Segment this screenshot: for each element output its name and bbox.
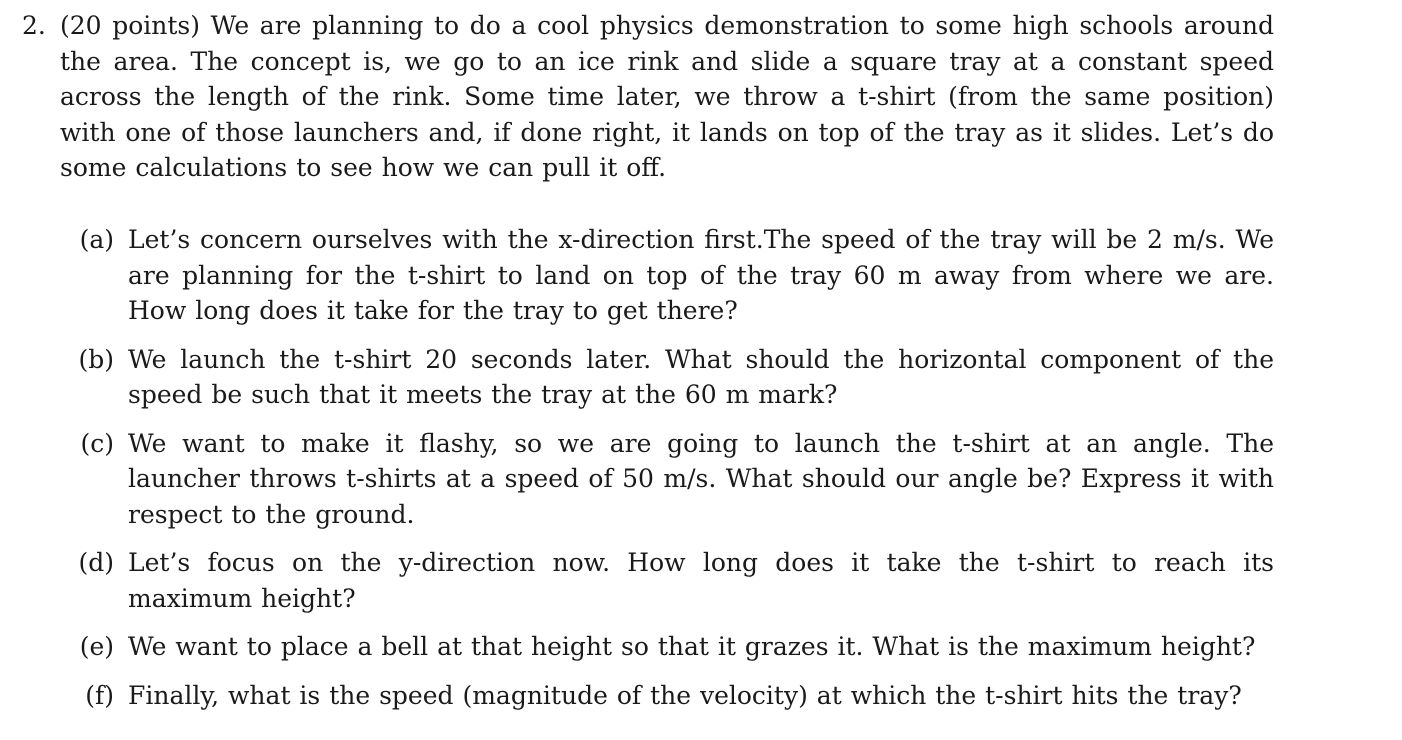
sub-question-b [22, 342, 1274, 413]
sub-question-label: (a) [79, 225, 114, 254]
sub-question-a [22, 222, 1274, 329]
sub-question-text: Let’s focus on the y-direction now. How long does it take the t-shirt to reach its maximum height? [128, 548, 1274, 613]
problem-text: (20 points) We are planning to do a cool physics demonstration to some high schools around the area. The concept is, we go to an ice rink and slide a square tray at a constant speed across the length of the rink. Some time later, we throw a t-shirt (from the same position) with one of those launchers and, if done right, it lands on top of the tray as it slides. Let’s do some calculations to see how we can pull it off. [60, 11, 1274, 182]
sub-question-e [22, 629, 1274, 665]
problem-statement [22, 8, 1274, 186]
sub-question-f [22, 678, 1274, 714]
sub-question-list [22, 212, 1274, 713]
sub-question-text: We launch the t-shirt 20 seconds later. What should the horizontal component of the speed be such that it meets the tray at the 60 m mark? [128, 344, 1274, 409]
sub-question-text: We want to place a bell at that height so that it grazes it. What is the maximum height? [128, 632, 1256, 661]
sub-question-label: (e) [79, 632, 114, 661]
sub-question-label: (c) [80, 428, 114, 458]
sub-question-text: We want to make it flashy, so we are going to launch the t-shirt at an angle. The launcher throws t-shirts at a speed of 50 m/s. What should our angle be? Express it with respect to the ground. [128, 428, 1274, 529]
sub-question-label: (b) [78, 344, 114, 374]
sub-question-label: (d) [78, 548, 114, 577]
sub-question-text: Let’s concern ourselves with the x-direction first.The speed of the tray will be 2 m/s. We are planning for the t-shirt to land on top of the tray 60 m away from where we are. How long does it take for the tray to get there? [128, 225, 1274, 325]
sub-question-text: Finally, what is the speed (magnitude of the velocity) at which the t-shirt hits the tray? [128, 680, 1242, 710]
sub-question-c [22, 426, 1274, 533]
problem-2 [22, 8, 1274, 186]
sub-question-label: (f) [85, 680, 114, 710]
sub-question-d [22, 545, 1274, 616]
problem-number: 2. [22, 11, 46, 40]
